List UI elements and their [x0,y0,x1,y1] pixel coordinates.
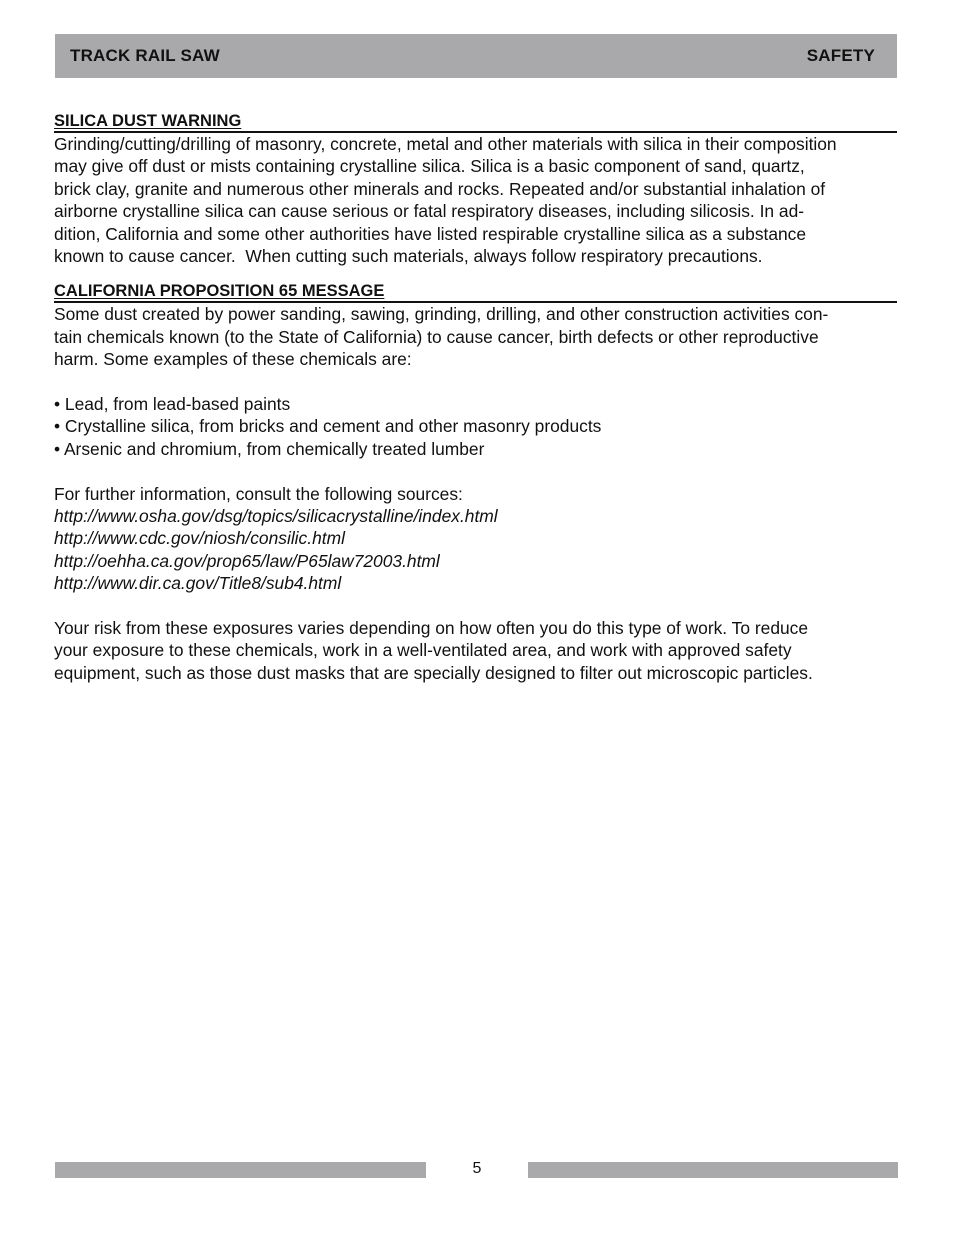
prop65-closing-line: Your risk from these exposures varies depending on how often you do this type of work. To reduce [54,618,809,639]
silica-line: may give off dust or mists containing crystalline silica. Silica is a basic component of sand, quartz, [54,156,805,177]
footer-bar-left [55,1162,426,1178]
prop65-intro-line: Some dust created by power sanding, sawing, grinding, drilling, and other construction activities con- [54,304,829,325]
list-item: • Crystalline silica, from bricks and cement and other masonry products [54,416,602,437]
header-section-name: SAFETY [806,46,875,65]
section-spacer [54,267,897,282]
prop65-closing-line: equipment, such as those dust masks that are specially designed to filter out microscopic particles. [54,662,813,683]
page-number: 5 [472,1160,482,1177]
blank-line [54,371,897,393]
chemical-examples-list [54,393,897,460]
silica-warning-text [54,133,897,267]
silica-warning-heading: SILICA DUST WARNING [54,112,897,133]
source-link-cdc[interactable]: http://www.cdc.gov/niosh/consilic.html [54,528,345,549]
header-manual-title: TRACK RAIL SAW [70,46,220,65]
prop65-closing-line: your exposure to these chemicals, work in a well-ventilated area, and work with approved safety [54,640,792,661]
silica-line: brick clay, granite and numerous other minerals and rocks. Repeated and/or substantial inhalation of [54,178,826,199]
footer-bar-right [528,1162,898,1178]
prop65-closing [54,617,897,684]
page-header-bar [55,34,897,78]
prop65-intro-line: harm. Some examples of these chemicals are: [54,349,412,370]
blank-line [54,595,897,617]
list-item: • Arsenic and chromium, from chemically treated lumber [54,438,485,459]
silica-line: airborne crystalline silica can cause serious or fatal respiratory diseases, including silicosis. In ad- [54,201,805,222]
list-item: • Lead, from lead-based paints [54,394,291,415]
sources-list [54,505,897,595]
silica-warning-section [54,112,897,267]
source-link-oehha[interactable]: http://oehha.ca.gov/prop65/law/P65law72003.html [54,550,440,571]
source-link-osha[interactable]: http://www.osha.gov/dsg/topics/silicacrystalline/index.html [54,506,498,527]
page-content [54,112,897,684]
blank-line [54,460,897,482]
silica-line: Grinding/cutting/drilling of masonry, concrete, metal and other materials with silica in their composition [54,134,837,154]
prop65-intro [54,303,897,370]
silica-line: dition, California and some other authorities have listed respirable crystalline silica as a substance [54,223,807,244]
prop65-intro-line: tain chemicals known (to the State of California) to cause cancer, birth defects or other reproductive [54,326,819,347]
silica-line: known to cause cancer. When cutting such materials, always follow respiratory precautions. [54,246,763,267]
prop65-section [54,282,897,684]
sources-intro: For further information, consult the following sources: [54,483,463,504]
prop65-heading: CALIFORNIA PROPOSITION 65 MESSAGE [54,282,897,303]
source-link-dir[interactable]: http://www.dir.ca.gov/Title8/sub4.html [54,573,342,594]
